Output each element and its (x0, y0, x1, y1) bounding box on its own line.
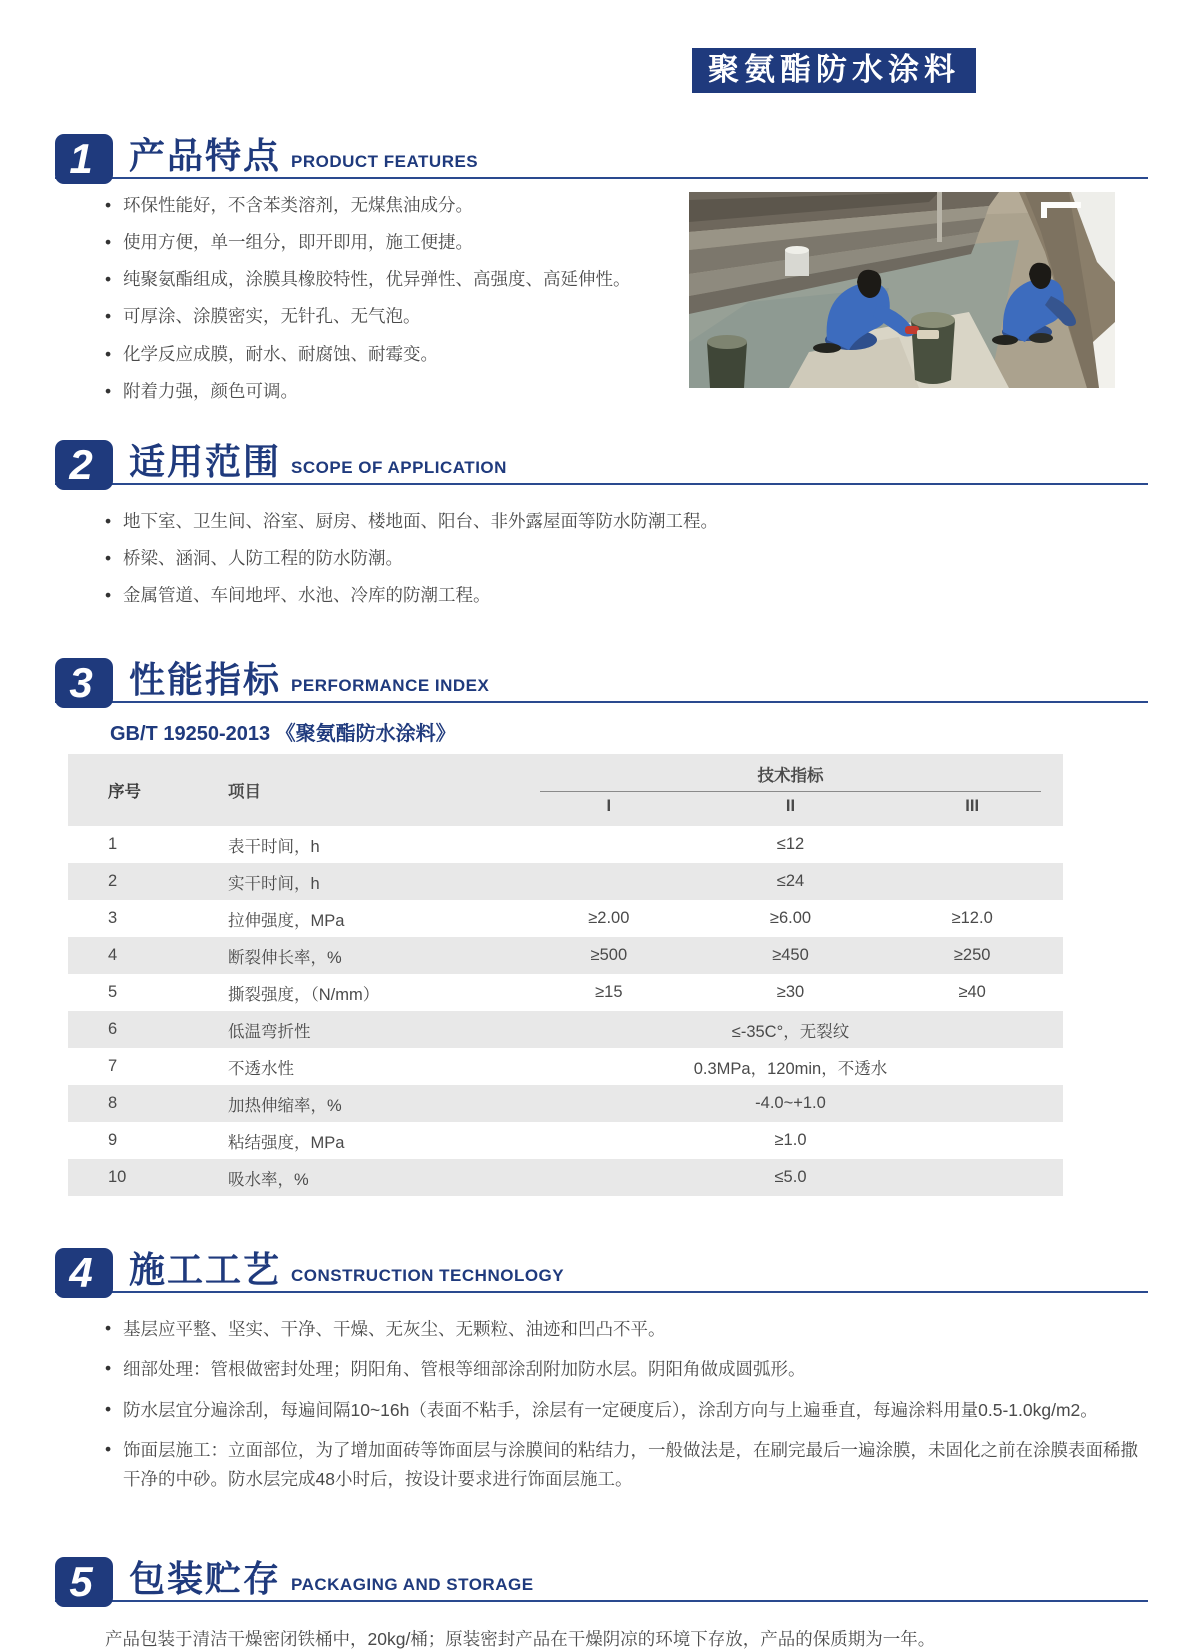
table-row (68, 1048, 1063, 1085)
table-row (68, 1159, 1063, 1196)
table-row (68, 863, 1063, 900)
standard-reference: GB/T 19250-2013 《聚氨酯防水涂料》 (110, 723, 456, 746)
cell-item: 实干时间，h (228, 874, 320, 893)
cell-item: 低温弯折性 (228, 1022, 311, 1041)
cell-value-span: ≥1.0 (774, 1131, 807, 1150)
cell-value: ≥30 (776, 983, 805, 1002)
cell-item: 粘结强度，MPa (228, 1133, 345, 1152)
section-heading-construction (55, 1248, 1148, 1297)
list-item: • 饰面层施工：立面部位，为了增加面砖等饰面层与涂膜间的粘结力，一般做法是，在刷完最后一遍涂膜，未固化之前在涂膜表面稀撒干净的中砂。防水层完成48小时后，按设计要求进行饰面层施工。 (105, 1430, 1148, 1499)
cell-value: ≥12.0 (951, 909, 993, 928)
table-row (68, 1011, 1063, 1048)
performance-table-body (68, 826, 1063, 1196)
grade-I: I (606, 797, 612, 816)
cell-item: 不透水性 (228, 1059, 294, 1078)
cell-value: ≥6.00 (769, 909, 812, 928)
cell-no: 2 (108, 872, 118, 891)
section-number-badge: 5 (55, 1557, 113, 1607)
cell-value-span: ≤-35C°，无裂纹 (731, 1022, 850, 1041)
section-subtitle: CONSTRUCTION TECHNOLOGY (291, 1266, 565, 1286)
cell-item: 表干时间，h (228, 837, 320, 856)
cell-value-span: -4.0~+1.0 (755, 1094, 826, 1113)
cell-no: 6 (108, 1020, 118, 1039)
banner-row (55, 0, 1148, 100)
list-item: • 附着力强，颜色可调。 (105, 373, 689, 410)
cell-value-span: 0.3MPa，120min，不透水 (693, 1059, 888, 1078)
section-number-badge: 4 (55, 1248, 113, 1298)
section-number-badge: 1 (55, 134, 113, 184)
cell-no: 5 (108, 983, 118, 1002)
section-number-badge: 3 (55, 658, 113, 708)
section-title: 包装贮存 (129, 1557, 282, 1599)
list-item: • 纯聚氨酯组成，涂膜具橡胶特性，优异弹性、高强度、高延伸性。 (105, 261, 689, 298)
table-row (68, 1122, 1063, 1159)
grade-II: II (785, 797, 796, 816)
list-item: • 金属管道、车间地坪、水池、冷库的防潮工程。 (105, 577, 1148, 614)
table-row (68, 900, 1063, 937)
application-photo (689, 192, 1115, 388)
cell-item: 撕裂强度，（N/mm） (228, 985, 380, 1004)
list-item: • 基层应平整、坚实、干净、干燥、无灰尘、无颗粒、油迹和凹凸不平。 (105, 1309, 1148, 1349)
performance-table-header (68, 754, 1063, 826)
section-title: 产品特点 (129, 135, 282, 176)
table-row (68, 974, 1063, 1011)
list-item: • 使用方便，单一组分，即开即用，施工便捷。 (105, 224, 689, 261)
cell-no: 9 (108, 1131, 118, 1150)
section-subtitle: PERFORMANCE INDEX (291, 676, 490, 696)
cell-no: 4 (108, 946, 118, 965)
section-title: 性能指标 (129, 659, 282, 701)
cell-value: ≥40 (958, 983, 986, 1002)
list-item: • 地下室、卫生间、浴室、厨房、楼地面、阳台、非外露屋面等防水防潮工程。 (105, 503, 1148, 540)
section-title: 适用范围 (129, 440, 282, 482)
cell-value-span: ≤5.0 (774, 1168, 807, 1187)
list-item: • 细部处理：管根做密封处理；阴阳角、管根等细部涂刮附加防水层。阴阳角做成圆弧形。 (105, 1349, 1148, 1389)
construction-bullet-list (55, 1309, 1148, 1499)
grade-III: III (965, 797, 980, 816)
col-header-no: 序号 (108, 783, 141, 802)
section-subtitle: PRODUCT FEATURES (291, 152, 479, 171)
cell-value: ≥500 (590, 946, 628, 965)
cell-item: 拉伸强度，MPa (228, 911, 345, 930)
cell-no: 8 (108, 1094, 118, 1113)
list-item: • 防水层宜分遍涂刮，每遍间隔10~16h（表面不粘手，涂层有一定硬度后），涂刮方向与上遍垂直，每遍涂料用量0.5-1.0kg/m2。 (105, 1390, 1148, 1430)
performance-table (68, 754, 1063, 1196)
list-item: • 可厚涂、涂膜密实，无针孔、无气泡。 (105, 298, 689, 335)
col-header-tech: 技术指标 (540, 754, 1041, 792)
section-heading-scope (55, 440, 1148, 488)
table-row (68, 826, 1063, 863)
list-item: • 化学反应成膜，耐水、耐腐蚀、耐霉变。 (105, 336, 689, 373)
cell-value: ≥250 (953, 946, 991, 965)
packaging-text: 产品包装于清洁干燥密闭铁桶中，20kg/桶；原装密封产品在干燥阴凉的环境下存放，产品的保质期为一年。 (105, 1628, 936, 1649)
cell-value: ≥15 (595, 983, 623, 1002)
cell-item: 断裂伸长率，% (228, 948, 342, 967)
section-title: 施工工艺 (129, 1249, 282, 1291)
list-item: • 环保性能好，不含苯类溶剂，无煤焦油成分。 (105, 187, 689, 224)
section-heading-performance (55, 658, 1148, 707)
cell-value-span: ≤24 (776, 872, 805, 891)
cell-no: 7 (108, 1057, 118, 1076)
section-heading-packaging (55, 1557, 1148, 1605)
section-number-badge: 2 (55, 440, 113, 490)
roof-coating-photo-illustration (689, 192, 1115, 388)
cell-no: 10 (108, 1168, 127, 1187)
cell-item: 加热伸缩率，% (228, 1096, 342, 1115)
list-item: • 桥梁、涵洞、人防工程的防水防潮。 (105, 540, 1148, 577)
col-header-item: 项目 (228, 783, 261, 802)
cell-item: 吸水率，% (228, 1170, 309, 1189)
scope-bullet-list (55, 503, 1148, 614)
product-title-banner: 聚氨酯防水涂料 (692, 48, 976, 93)
col-header-tech-block (518, 754, 1063, 826)
section-subtitle: PACKAGING AND STORAGE (291, 1574, 534, 1594)
cell-value: ≥450 (772, 946, 809, 965)
section-heading-product-features (55, 134, 1148, 182)
grade-subheaders (518, 792, 1063, 822)
cell-value-span: ≤12 (776, 835, 805, 854)
cell-no: 3 (108, 909, 118, 928)
section-subtitle: SCOPE OF APPLICATION (291, 457, 507, 477)
cell-no: 1 (108, 835, 118, 854)
cell-value: ≥2.00 (588, 909, 630, 928)
table-row (68, 1085, 1063, 1122)
table-row (68, 937, 1063, 974)
features-bullet-list (55, 187, 689, 410)
features-content (55, 185, 1148, 410)
